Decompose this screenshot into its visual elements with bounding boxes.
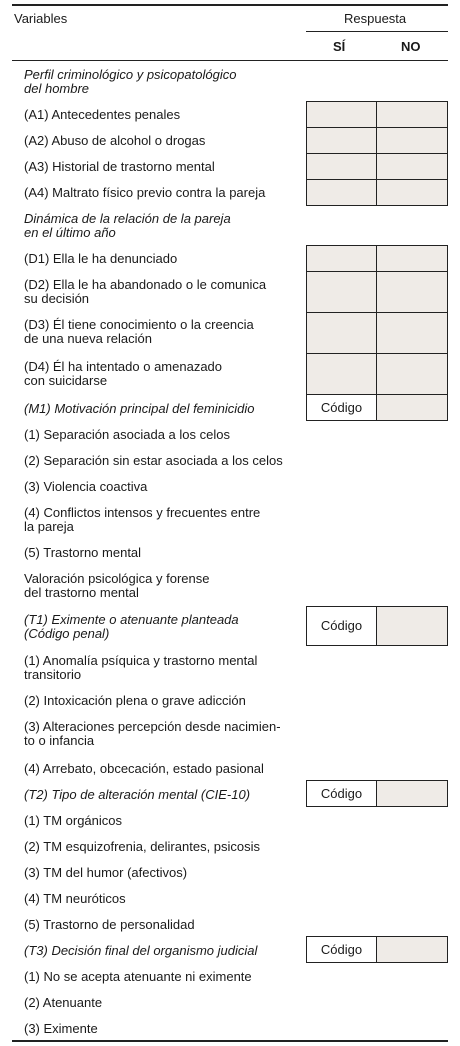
row-d2-label-line2: su decisión [24, 291, 90, 306]
row-d1-label: (D1) Ella le ha denunciado [24, 251, 178, 266]
option-m1-2: (2) Separación sin estar asociada a los celos [24, 453, 283, 468]
code-t2: Código [306, 780, 377, 807]
row-m1-label: (M1) Motivación principal del feminicidio [24, 401, 255, 416]
row-t1-label-line1: (T1) Eximente o atenuante planteada [24, 612, 239, 627]
row-t3-label: (T3) Decisión final del organismo judicial [24, 943, 258, 958]
option-t1-1-line1: (1) Anomalía psíquica y trastorno mental [24, 653, 258, 668]
cell-t2-value[interactable] [376, 780, 448, 807]
header-respuesta: Respuesta [344, 11, 407, 26]
cell-t3-value[interactable] [376, 936, 448, 963]
option-m1-3: (3) Violencia coactiva [24, 479, 148, 494]
cell-d4-si[interactable] [306, 353, 377, 395]
option-m1-4-line2: la pareja [24, 519, 74, 534]
row-d3-label-line2: de una nueva relación [24, 331, 152, 346]
row-a1-label: (A1) Antecedentes penales [24, 107, 181, 122]
cell-d1-no[interactable] [376, 245, 448, 272]
cell-d1-si[interactable] [306, 245, 377, 272]
row-d2-label-line1: (D2) Ella le ha abandonado o le comunica [24, 277, 267, 292]
row-a2-label: (A2) Abuso de alcohol o drogas [24, 133, 206, 148]
row-a3-label: (A3) Historial de trastorno mental [24, 159, 215, 174]
cell-a4-no[interactable] [376, 179, 448, 206]
code-m1: Código [306, 394, 377, 421]
option-t2-5: (5) Trastorno de personalidad [24, 917, 195, 932]
header-sub-rule [306, 31, 448, 32]
cell-a4-si[interactable] [306, 179, 377, 206]
option-t3-1: (1) No se acepta atenuante ni eximente [24, 969, 252, 984]
header-si: SÍ [333, 39, 346, 54]
row-a4-label: (A4) Maltrato físico previo contra la pareja [24, 185, 266, 200]
code-t3: Código [306, 936, 377, 963]
option-t1-3-line2: to o infancia [24, 733, 95, 748]
option-t1-3-line1: (3) Alteraciones percepción desde nacimien- [24, 719, 281, 734]
option-t1-1-line2: transitorio [24, 667, 82, 682]
row-t1-label-line2: (Código penal) [24, 626, 110, 641]
option-t1-4: (4) Arrebato, obcecación, estado pasional [24, 761, 264, 776]
row-d3-label-line1: (D3) Él tiene conocimiento o la creencia [24, 317, 254, 332]
cell-d2-no[interactable] [376, 271, 448, 313]
section-dinamica-line1: Dinámica de la relación de la pareja [24, 211, 231, 226]
cell-m1-value[interactable] [376, 394, 448, 421]
section-valoracion-line1: Valoración psicológica y forense [24, 571, 210, 586]
option-m1-1: (1) Separación asociada a los celos [24, 427, 230, 442]
code-t1: Código [306, 606, 377, 646]
cell-a2-no[interactable] [376, 127, 448, 154]
option-t2-4: (4) TM neuróticos [24, 891, 126, 906]
section-perfil-line1: Perfil criminológico y psicopatológico [24, 67, 237, 82]
option-t2-1: (1) TM orgánicos [24, 813, 123, 828]
cell-t1-value[interactable] [376, 606, 448, 646]
option-m1-4-line1: (4) Conflictos intensos y frecuentes entre [24, 505, 261, 520]
row-d4-label-line2: con suicidarse [24, 373, 108, 388]
cell-a1-no[interactable] [376, 101, 448, 128]
cell-d3-si[interactable] [306, 312, 377, 354]
cell-a1-si[interactable] [306, 101, 377, 128]
cell-a3-no[interactable] [376, 153, 448, 180]
cell-d4-no[interactable] [376, 353, 448, 395]
row-t2-label: (T2) Tipo de alteración mental (CIE-10) [24, 787, 251, 802]
cell-d2-si[interactable] [306, 271, 377, 313]
section-perfil-line2: del hombre [24, 81, 90, 96]
option-t3-2: (2) Atenuante [24, 995, 103, 1010]
header-bottom-rule [12, 60, 448, 61]
section-dinamica-line2: en el último año [24, 225, 116, 240]
option-t2-3: (3) TM del humor (afectivos) [24, 865, 188, 880]
header-no: NO [401, 39, 421, 54]
cell-a3-si[interactable] [306, 153, 377, 180]
section-valoracion-line2: del trastorno mental [24, 585, 139, 600]
option-m1-5: (5) Trastorno mental [24, 545, 142, 560]
table-top-rule [12, 4, 448, 6]
table-bottom-rule [12, 1040, 448, 1042]
option-t2-2: (2) TM esquizofrenia, delirantes, psicosis [24, 839, 261, 854]
header-variables: Variables [14, 11, 68, 26]
option-t3-3: (3) Eximente [24, 1021, 98, 1036]
cell-a2-si[interactable] [306, 127, 377, 154]
cell-d3-no[interactable] [376, 312, 448, 354]
option-t1-2: (2) Intoxicación plena o grave adicción [24, 693, 246, 708]
row-d4-label-line1: (D4) Él ha intentado o amenazado [24, 359, 223, 374]
